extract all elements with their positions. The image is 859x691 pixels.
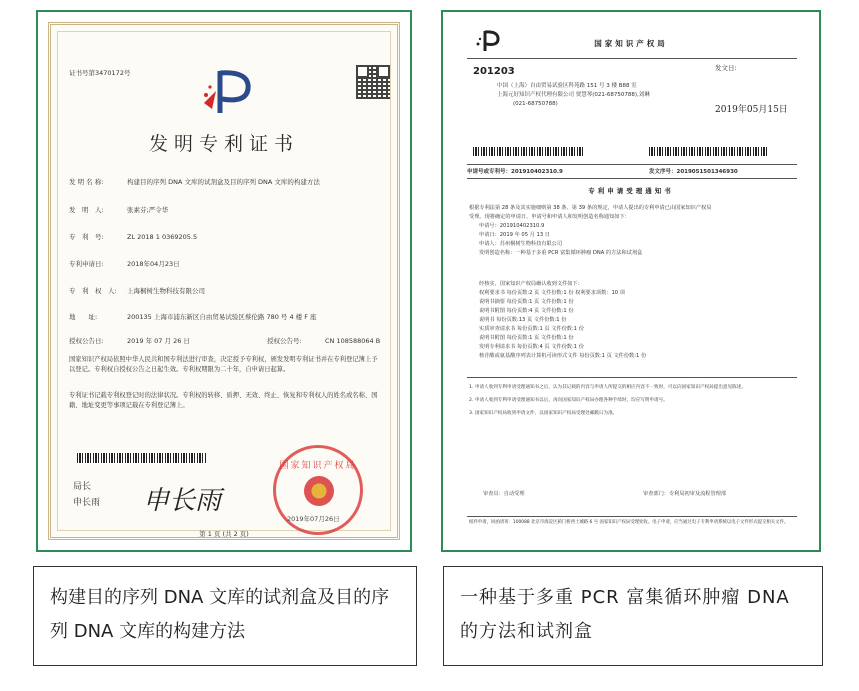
field-patent-number bbox=[69, 233, 383, 242]
list-item: 经核实，国家知识产权局确认收到文件如下： bbox=[479, 281, 583, 287]
field-filing-date bbox=[69, 260, 383, 269]
notice-title: 专利申请受理通知书 bbox=[588, 187, 674, 195]
notice-barcode bbox=[649, 147, 769, 156]
body-line: 申请日：2019 年 05 月 13 日 bbox=[479, 232, 550, 238]
director-name: 申长雨 bbox=[73, 498, 101, 508]
divider bbox=[467, 58, 797, 59]
body-line: 申请号：201910402310.9 bbox=[479, 223, 545, 229]
recipient-agent: 上海元好知识产权代理有限公司 贾慧琴(021-68750788),刘琳 bbox=[497, 92, 650, 98]
list-item: 核苷酸或氨基酸序列表计算机可读形式文件 每份页数:1 页 文件份数:1 份 bbox=[479, 353, 647, 359]
remark-line: 3. 国家知识产权局收到申请文件，以国家知识产权局受理处邮戳日为准。 bbox=[469, 411, 618, 416]
application-number: 申请号或专利号：201910402310.9 bbox=[467, 169, 563, 175]
field-value: CN 108588064 B bbox=[325, 337, 381, 345]
field-label: 授权公告号: bbox=[267, 337, 302, 345]
divider bbox=[467, 178, 797, 179]
field-label: 专 利 权 人: bbox=[69, 287, 117, 295]
field-value: 2018年04月23日 bbox=[127, 260, 180, 268]
list-item: 说明书摘要 每份页数:1 页 文件份数:1 份 bbox=[479, 299, 574, 305]
field-label: 专 利 号: bbox=[69, 233, 104, 241]
caption-left: 构建目的序列 DNA 文库的试剂盒及目的序列 DNA 文库的构建方法 bbox=[33, 566, 417, 666]
seal-date: 2019年07月26日 bbox=[287, 515, 340, 523]
certificate-barcode bbox=[77, 453, 207, 463]
list-item: 说明书 每份页数:13 页 文件份数:1 份 bbox=[479, 317, 567, 323]
patent-office-logo bbox=[196, 65, 266, 120]
field-value: 张素芬;严令华 bbox=[127, 206, 169, 214]
list-item: 发明专利请求书 每份页数:4 页 文件份数:1 份 bbox=[479, 344, 584, 350]
national-emblem-icon bbox=[304, 476, 334, 506]
field-label: 专利申请日: bbox=[69, 260, 104, 268]
field-label: 发 明 人: bbox=[69, 206, 104, 214]
certificate-paragraph: 国家知识产权局依照中华人民共和国专利法进行审查，决定授予专利权，颁发发明专利证书并在专利登记簿上予以登记。专利权自授权公告之日起生效。专利权期限为二十年，自申请日起算。 bbox=[69, 356, 378, 373]
field-value: 构建目的序列 DNA 文库的试剂盒及目的序列 DNA 文库的构建方法 bbox=[127, 178, 320, 186]
certificate-paragraph: 专利证书记载专利权登记时的法律状况。专利权的转移、质押、无效、终止、恢复和专利权人的姓名或名称、国籍、地址变更等事项记载在专利登记簿上。 bbox=[69, 392, 378, 409]
send-date-label: 发文日: bbox=[715, 64, 737, 72]
field-patentee bbox=[69, 287, 383, 296]
field-value: 2019 年 07 月 26 日 bbox=[127, 337, 190, 345]
seal-text: 国家知识产权局 bbox=[279, 461, 357, 471]
certificate-panel bbox=[36, 10, 412, 552]
field-address bbox=[69, 313, 383, 322]
field-value: 上海桐树生物科技有限公司 bbox=[127, 287, 205, 295]
divider bbox=[467, 516, 797, 517]
list-item: 权利要求书 每份页数:2 页 文件份数:1 份 权利要求项数：10 项 bbox=[479, 290, 625, 296]
remark-line: 2. 申请人收到专利申请受理通知书以后，再向国家知识产权局办理各种手续时，均应写明申请号。 bbox=[469, 398, 668, 403]
caption-right: 一种基于多重 PCR 富集循环肿瘤 DNA 的方法和试剂盒 bbox=[443, 566, 823, 666]
divider bbox=[467, 164, 797, 165]
notice-remarks bbox=[469, 384, 799, 417]
certificate-title: 发明专利证书 bbox=[148, 133, 299, 155]
notice-footer: 纸件申请，回函请寄：100088 北京市海淀区蓟门桥西土城路 6 号 国家知识产权局受理处收。电子申请，应当通过电子专利申请系统以电子文件形式提交相关文件。 bbox=[469, 520, 789, 525]
field-invention-name bbox=[69, 178, 383, 187]
notice-panel bbox=[441, 10, 821, 552]
auditor: 审查员：自动受理 bbox=[483, 491, 525, 497]
patent-certificate bbox=[48, 22, 400, 540]
notice-body bbox=[469, 204, 799, 258]
list-item: 说明书附图 每份页数:4 页 文件份数:1 份 bbox=[479, 308, 574, 314]
field-label: 地 址: bbox=[69, 313, 98, 321]
list-item: 实质审查请求书 每份页数:1 页 文件份数:1 份 bbox=[479, 326, 584, 332]
remark-line: 1. 申请人收到专利申请受理通知书之后，认为其记载的内容与申请人所提交的相应内容不一致时，可以向国家知识产权局提出意见陈述。 bbox=[469, 385, 746, 390]
send-date: 2019年05月15日 bbox=[715, 105, 788, 115]
field-label: 发 明 名 称: bbox=[69, 178, 104, 186]
page-number: 第 1 页 (共 2 页) bbox=[199, 530, 249, 538]
divider bbox=[467, 377, 797, 378]
field-value: 200135 上海市浦东新区自由贸易试验区蔡伦路 780 号 4 楼 F 座 bbox=[127, 313, 317, 321]
notice-barcode bbox=[473, 147, 583, 156]
notice-header: 国家知识产权局 bbox=[594, 39, 668, 48]
field-label: 授权公告日: bbox=[69, 337, 104, 345]
recipient-phone: (021-68750788) bbox=[513, 101, 558, 107]
acceptance-notice bbox=[453, 22, 809, 540]
body-line: 根据专利法第 28 条及其实施细则第 38 条、第 39 条的规定，申请人提出的专利申请已由国家知识产权局 bbox=[469, 205, 712, 211]
director-label: 局长 bbox=[73, 482, 92, 492]
certificate-number: 证书号第3470172号 bbox=[69, 69, 131, 77]
body-line: 受理。现将确定的申请日、申请号和申请人和发明创造名称通知如下： bbox=[469, 214, 630, 220]
examination-department: 审查部门：专利局初审及流程管理部 bbox=[643, 491, 727, 497]
director-signature: 申长雨 bbox=[143, 486, 222, 516]
document-number: 发文序号：2019051501346930 bbox=[649, 169, 738, 175]
notice-code: 201203 bbox=[473, 66, 515, 77]
field-inventor bbox=[69, 206, 383, 215]
recipient-address: 中国（上海）自由贸易试验区科苑路 151 号 3 楼 B88 室 bbox=[497, 83, 637, 89]
received-files-list bbox=[479, 280, 799, 361]
field-value: ZL 2018 1 0369205.5 bbox=[127, 233, 198, 241]
qr-code bbox=[356, 65, 390, 99]
field-grant-date bbox=[69, 337, 383, 346]
list-item: 说明书附图 每份页数:1 页 文件份数:1 份 bbox=[479, 335, 574, 341]
body-line: 发明创造名称：一种基于多重 PCR 富集循环肿瘤 DNA 的方法和试剂盒 bbox=[479, 250, 643, 256]
body-line: 申请人：苏州桐树生物科技有限公司 bbox=[479, 241, 563, 247]
